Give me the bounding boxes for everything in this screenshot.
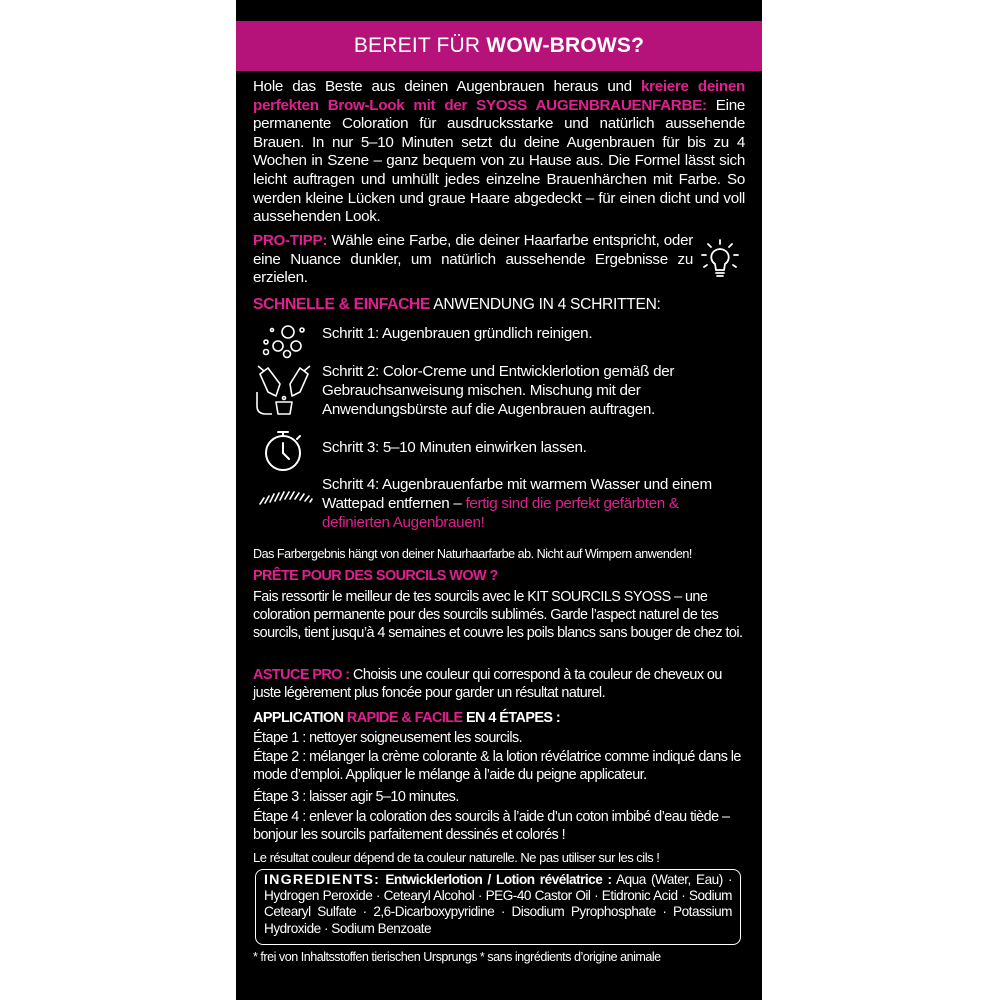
fr-heading <box>253 567 745 585</box>
fr-tip <box>253 666 745 702</box>
fr-tip-text: Choisis une couleur qui correspond à ta couleur de cheveux ou juste légèrement plus foncée pour garder un résultat naturel. <box>253 667 722 701</box>
fr-steps-heading <box>253 709 745 727</box>
de-pro-tip <box>253 232 693 288</box>
fr-steps-heading-highlight: RAPIDE & FACILE <box>346 710 463 726</box>
de-step-4-highlight: fertig sind die perfekt gefärbten & definierten Augenbrauen! <box>322 494 679 531</box>
ingredients-heading: INGREDIENTS: <box>264 872 381 888</box>
lightbulb-icon <box>700 238 744 286</box>
header-banner <box>236 21 762 71</box>
ingredients-box <box>255 869 741 945</box>
de-step-4-text: Schritt 4: Augenbrauenfarbe mit warmem Wasser und einem Wattepad entfernen – <box>322 476 712 512</box>
de-step-3: Schritt 3: 5–10 Minuten einwirken lassen. <box>322 439 587 456</box>
fr-steps-heading-text-1: APPLICATION <box>253 710 347 726</box>
de-steps-heading <box>253 296 745 315</box>
de-note: Das Farbergebnis hängt von deiner Naturhaarfarbe ab. Nicht auf Wimpern anwenden! <box>253 547 692 561</box>
banner-highlight: WOW-BROWS? <box>486 34 645 57</box>
fr-tip-label: ASTUCE PRO : <box>253 667 350 683</box>
fr-heading-highlight: SOURCILS WOW ? <box>375 568 498 584</box>
fr-step-3: Étape 3 : laisser agir 5–10 minutes. <box>253 789 459 805</box>
ingredients-label: Entwicklerlotion / Lotion révélatrice : <box>385 872 612 887</box>
de-pro-tip-label: PRO-TIPP: <box>253 232 328 249</box>
fr-steps-heading-text-2: EN 4 ÉTAPES : <box>462 710 561 726</box>
de-step-2: Schritt 2: Color-Creme und Entwicklerlotion gemäß der Gebrauchsanweisung mischen. Mischung mit der Anwendungsbürste auf die Augenbrauen auftragen. <box>322 363 675 418</box>
fr-note: Le résultat couleur dépend de ta couleur naturelle. Ne pas utiliser sur les cils ! <box>253 850 660 865</box>
footnote: * frei von Inhaltsstoffen tierischen Ursprungs * sans ingrédients d’origine animale <box>253 950 661 964</box>
ingredients-list: Aqua (Water, Eau) · Hydrogen Peroxide · Cetearyl Alcohol · PEG-40 Castor Oil · Etidronic Acid · Sodium Cetearyl Sulfate · 2,6-Dicarboxypyridine · Disodium Pyrophosphate · Potassium Hydroxide · Sodium Benzoate <box>264 872 733 936</box>
eyebrow-icon <box>256 484 314 508</box>
fr-heading-text: PRÊTE POUR DES <box>253 568 376 584</box>
banner-prefix: BEREIT FÜR <box>353 34 481 57</box>
fr-step-2: Étape 2 : mélanger la crème colorante & la lotion révélatrice comme indiqué dans le mode d’emploi. Appliquer le mélange à l’aide du peigne applicateur. <box>253 749 741 783</box>
bottles-mixing-icon <box>254 362 314 420</box>
stopwatch-icon <box>260 428 306 474</box>
bubbles-icon <box>258 320 308 362</box>
product-panel <box>236 0 762 1000</box>
de-steps-heading-highlight: SCHNELLE & EINFACHE <box>253 296 431 313</box>
de-step-4 <box>322 476 742 532</box>
de-intro-paragraph <box>253 78 745 227</box>
de-intro-highlight: kreiere deinen perfekten Brow-Look mit der SYOSS AUGENBRAUENFARBE: <box>253 78 746 114</box>
fr-step-4: Étape 4 : enlever la coloration des sourcils à l’aide d’un coton imbibé d’eau tiède – bonjour les sourcils parfaitement dessinés et colorés ! <box>253 809 730 843</box>
de-intro-text-2: Eine permanente Coloration für ausdrucksstarke und natürlich aussehende Brauen. In nur 5–10 Minuten setzt du deine Augenbrauen für bis zu 4 Wochen in Szene – ganz bequem von zu Hause aus. Die Formel lässt sich leicht auftragen und umhüllt jedes einzelne Brauenhärchen mit Farbe. So werden kleine Lücken und graue Haare abgedeckt – für einen dicht und voll aussehenden Look. <box>253 96 745 226</box>
fr-step-1: Étape 1 : nettoyer soigneusement les sourcils. <box>253 730 523 746</box>
fr-intro: Fais ressortir le meilleur de tes sourcils avec le KIT SOURCILS SYOSS – une coloration permanente pour des sourcils sublimés. Garde l’aspect naturel de tes sourcils, tient jusqu’à 4 semaines et couvre les poils blancs sans bouger de chez toi. <box>253 589 743 641</box>
de-pro-tip-text: Wähle eine Farbe, die deiner Haarfarbe entspricht, oder eine Nuance dunkler, um natürlich aussehende Ergebnisse zu erzielen. <box>253 232 693 287</box>
de-step-1: Schritt 1: Augenbrauen gründlich reinigen. <box>322 325 593 342</box>
de-intro-text-1: Hole das Beste aus deinen Augenbrauen heraus und <box>253 78 641 95</box>
de-steps-heading-text: ANWENDUNG IN 4 SCHRITTEN: <box>430 296 661 313</box>
